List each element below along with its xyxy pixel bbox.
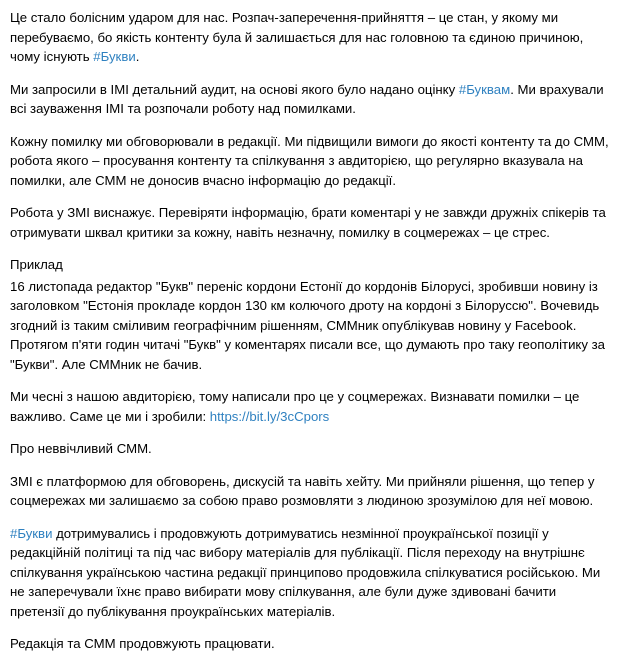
paragraph-position [10, 524, 612, 622]
paragraph-platform [10, 472, 612, 511]
paragraph-example-heading [10, 255, 612, 275]
paragraph-honesty [10, 387, 612, 426]
text-run: . Ми врахували всі зауваження IMI та розпочали роботу над помилками. [10, 81, 604, 116]
paragraph-media-work [10, 203, 612, 242]
paragraph-audit [10, 80, 612, 119]
paragraph-smm-heading [10, 439, 612, 459]
text-run: 16 листопада редактор "Букв" переніс кордони Естонії до кордонів Білорусі, зробивши новину із заголовком "Естонія прокладе кордон 130 км колючого дроту на кордоні з Білоруссю". Вочевидь згодний із таким сміливим географічним рішенням, СММник опублікував новину у Facebook. Протягом п'яти годин читачі "Букв" у коментарях писали все, що думають про таку геополітику за "Букви". Але СММник не бачив. [10, 278, 605, 372]
paragraph-example-body [10, 277, 612, 375]
text-run: Ми запросили в IMI детальний аудит, на основі якого було надано оцінку [10, 81, 459, 97]
text-run: Кожну помилку ми обговорювали в редакції. Ми підвищили вимоги до якості контенту та до СММ, робота якого – просування контенту та спілкування з авдиторією, що регулярно вказувала на помилки, але СММ не доносив вчасно інформацію до редакції. [10, 133, 609, 188]
text-run: Робота у ЗМІ виснажує. Перевіряти інформацію, брати коментарі у не завжди дружніх спікерів та отримувати шквал критики за кожну, навіть незначну, помилку в соцмережах – це стрес. [10, 205, 606, 240]
paragraph-editorial [10, 132, 612, 191]
text-run: Редакція та СММ продовжують працювати. [10, 636, 275, 651]
hashtag-bukvy-1[interactable]: #Букви [93, 49, 136, 64]
text-run: Про неввічливий СММ. [10, 441, 152, 456]
text-run: Це стало болісним ударом для нас. Розпач-заперечення-прийняття – це стан, у якому ми перебуваємо, бо якість контенту була й залишається для нас головною та єдиною причиною, чому існують [10, 10, 584, 64]
text-run: дотримувались і продовжують дотримуватись незмінної проукраїнської позиції у редакційній політиці та під час вибору матеріалів для публікації. Після переходу на внутрішнє спілкування українською частина редакції принципово продовжила спілкуватися російською. Ми не заперечували їхнє право вибирати мову спілкування, але були дуже здивовані бачити претензії до публікування проукраїнських матеріалів. [10, 525, 601, 619]
paragraph-closing [10, 634, 612, 654]
text-run: ЗМІ є платформою для обговорень, дискусій та навіть хейту. Ми прийняли рішення, що тепер у соцмережах ми залишаємо за собою право розмовляти з людиною зрозумілою для неї мовою. [10, 473, 595, 508]
text-run: Приклад [10, 257, 63, 272]
text-run: Ми чесні з нашою авдиторією, тому написали про це у соцмережах. Визнавати помилки – це важливо. Саме це ми і зробили: [10, 389, 580, 424]
paragraph-intro [10, 8, 612, 67]
text-run: . [135, 49, 140, 64]
hashtag-bukvam[interactable]: #Буквам [458, 81, 511, 97]
external-link-bitly[interactable]: https://bit.ly/3cCpors [209, 408, 330, 424]
hashtag-bukvy-2[interactable]: #Букви [10, 525, 53, 541]
